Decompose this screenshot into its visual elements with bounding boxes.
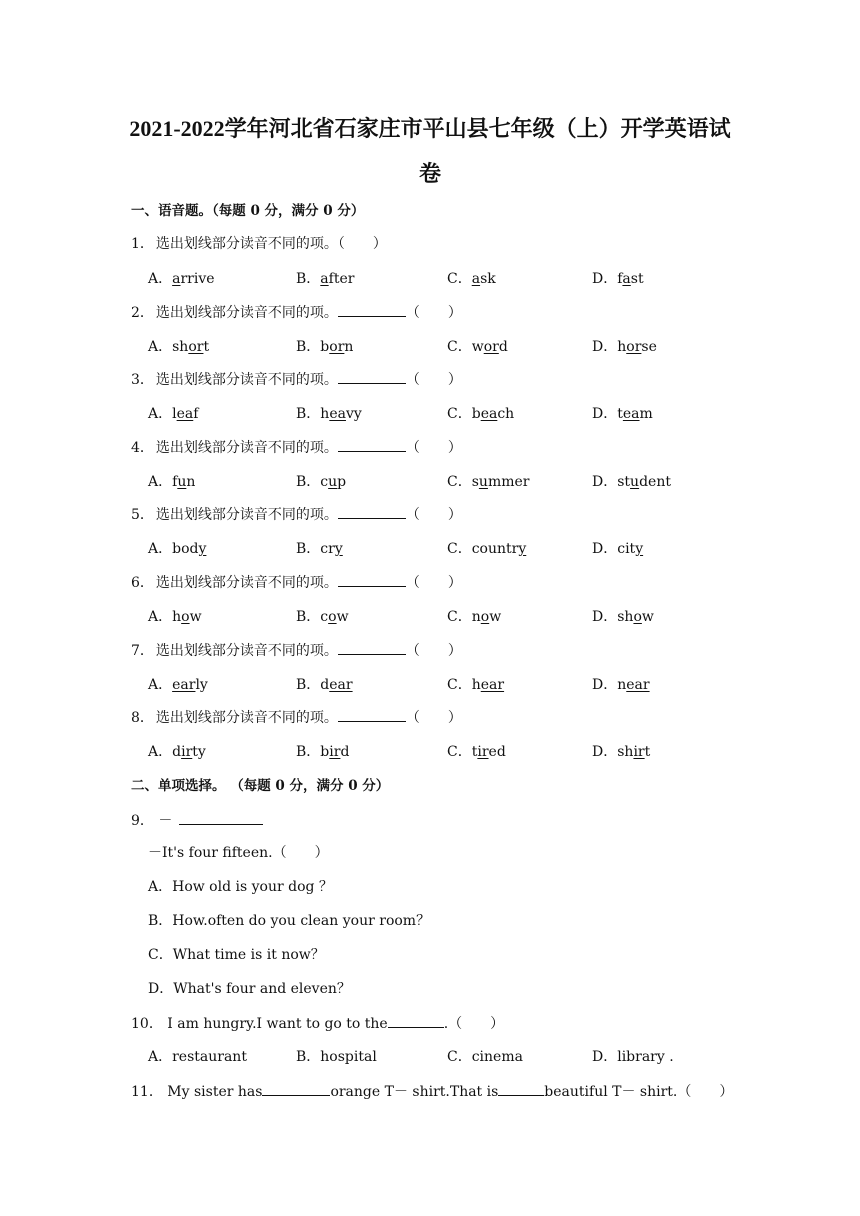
word-part: l: [172, 406, 177, 422]
word-part: w: [489, 609, 502, 625]
underlined-letters: u: [328, 474, 338, 490]
question-stem: 选出划线部分读音不同的项。: [155, 643, 338, 659]
option-letter: C．: [447, 609, 472, 625]
word-part: f: [193, 406, 199, 422]
word-part: d: [320, 677, 330, 693]
option-c[interactable]: [447, 539, 526, 559]
word-part: sh: [172, 339, 189, 355]
word-part: h: [471, 677, 481, 693]
question-stem-part3: beautiful T－ shirt.（ ）: [544, 1084, 734, 1100]
option-letter: D．: [592, 541, 618, 557]
word-part: b: [320, 339, 330, 355]
underlined-letters: a: [622, 271, 631, 287]
option-letter: D．: [592, 677, 618, 693]
question-number: 6．: [131, 575, 154, 591]
option-letter: D．: [592, 744, 618, 760]
word-part: w: [189, 609, 202, 625]
word-part: d: [340, 744, 350, 760]
word-part: dent: [639, 474, 671, 490]
word-part: sh: [617, 609, 634, 625]
underlined-letters: o: [181, 609, 190, 625]
option-letter: D．: [592, 474, 618, 490]
word-part: w: [471, 339, 484, 355]
question-11: [131, 1081, 733, 1102]
option-letter: C．: [447, 541, 472, 557]
option-letter: C．: [447, 406, 472, 422]
option-letter: D．: [592, 406, 618, 422]
word-part: h: [172, 609, 182, 625]
question-stem-part1: My sister has: [167, 1084, 263, 1100]
option-letter: B．: [296, 677, 321, 693]
option-d[interactable]: [592, 404, 653, 424]
option-a[interactable]: A．How old is your dog ？: [148, 879, 333, 895]
option-b[interactable]: [296, 607, 349, 627]
question-number: 4．: [131, 440, 154, 456]
option-letter: A．: [148, 744, 173, 760]
option-c[interactable]: C．cinema: [447, 1049, 523, 1065]
question-number: 5．: [131, 507, 154, 523]
word-part: bod: [172, 541, 199, 557]
option-letter: B．: [296, 541, 321, 557]
option-letter: C．: [447, 474, 472, 490]
underlined-letters: u: [630, 474, 640, 490]
option-letter: D．: [592, 609, 618, 625]
word-part: h: [320, 406, 330, 422]
underlined-letters: o: [480, 609, 490, 625]
underlined-letters: a: [320, 271, 329, 287]
option-c[interactable]: [447, 675, 504, 695]
question-stem: 选出划线部分读音不同的项。: [155, 440, 338, 456]
word-part: sh: [617, 744, 634, 760]
underlined-letters: ear: [626, 677, 650, 693]
underlined-letters: ear: [480, 677, 505, 693]
question-number: 7．: [131, 643, 154, 659]
word-part: vy: [345, 406, 362, 422]
option-letter: C．: [447, 339, 472, 355]
word-part: m: [639, 406, 653, 422]
option-c[interactable]: [447, 742, 506, 762]
option-letter: A．: [148, 474, 173, 490]
underlined-letters: or: [188, 339, 204, 355]
option-c[interactable]: [447, 472, 529, 492]
answer-blank[interactable]: [338, 302, 406, 317]
word-part: t: [203, 339, 210, 355]
question-stem: 选出划线部分读音不同的项。（ ）: [155, 236, 387, 252]
answer-blank[interactable]: [338, 504, 406, 519]
question-1: [131, 234, 387, 254]
exam-title-continued: 卷: [418, 161, 441, 186]
underlined-letters: ear: [329, 677, 353, 693]
option-letter: A．: [148, 339, 173, 355]
question-number: 9．: [131, 813, 154, 829]
word-part: b: [320, 744, 330, 760]
question-paren: （ ）: [405, 575, 462, 591]
question-paren: .（ ）: [443, 1016, 505, 1032]
word-part: countr: [471, 541, 519, 557]
word-part: se: [641, 339, 657, 355]
question-number: 3．: [131, 372, 154, 388]
option-a[interactable]: [148, 607, 202, 627]
answer-blank[interactable]: [338, 437, 406, 452]
question-7: [131, 640, 462, 661]
option-a[interactable]: [148, 539, 206, 559]
question-9: [131, 810, 263, 831]
underlined-letters: o: [328, 609, 337, 625]
underlined-letters: ir: [477, 744, 489, 760]
option-c[interactable]: [447, 404, 514, 424]
underlined-letters: a: [471, 271, 481, 287]
option-b[interactable]: B．hospital: [296, 1049, 377, 1065]
option-c[interactable]: [447, 337, 508, 357]
option-letter: C．: [447, 677, 472, 693]
question-stem: 选出划线部分读音不同的项。: [155, 305, 338, 321]
word-part: c: [320, 609, 329, 625]
option-a[interactable]: [148, 742, 206, 762]
answer-blank-2[interactable]: [498, 1081, 544, 1096]
underlined-letters: ea: [480, 406, 498, 422]
underlined-letters: or: [329, 339, 345, 355]
option-b[interactable]: [296, 404, 362, 424]
word-part: t: [617, 406, 623, 422]
option-d[interactable]: [592, 675, 650, 695]
word-part: t: [471, 744, 478, 760]
option-letter: B．: [296, 609, 321, 625]
underlined-letters: y: [518, 541, 527, 557]
question-stem: 选出划线部分读音不同的项。: [155, 575, 338, 591]
underlined-letters: ea: [329, 406, 346, 422]
option-a[interactable]: [148, 337, 209, 357]
word-part: t: [644, 744, 651, 760]
word-part: ly: [195, 677, 208, 693]
option-letter: B．: [296, 406, 321, 422]
option-d[interactable]: [592, 539, 643, 559]
underlined-letters: y: [334, 541, 343, 557]
underlined-letters: a: [172, 271, 181, 287]
word-part: mmer: [487, 474, 530, 490]
word-part: ed: [488, 744, 506, 760]
option-letter: A．: [148, 541, 173, 557]
section-heading-single-choice: 二、单项选择。 （每题 0 分，满分 0 分）: [131, 778, 390, 794]
question-number: 8．: [131, 710, 154, 726]
question-6: [131, 572, 462, 593]
option-letter: C．: [447, 744, 472, 760]
word-part: d: [172, 744, 182, 760]
question-number: 11．: [131, 1084, 163, 1100]
question-9-reply: －It's four fifteen.（ ）: [148, 845, 329, 861]
word-part: c: [320, 474, 329, 490]
option-c[interactable]: C．What time is it now？: [148, 947, 325, 963]
word-part: p: [337, 474, 347, 490]
underlined-letters: ir: [329, 744, 341, 760]
word-part: ch: [497, 406, 515, 422]
option-b[interactable]: [296, 337, 353, 357]
underlined-letters: u: [478, 474, 488, 490]
option-letter: D．: [592, 339, 618, 355]
dialogue-dash: －: [158, 813, 173, 829]
word-part: cr: [320, 541, 335, 557]
word-part: n: [617, 677, 627, 693]
word-part: w: [641, 609, 654, 625]
question-number: 2．: [131, 305, 154, 321]
option-d[interactable]: D．What's four and eleven？: [148, 981, 351, 997]
word-part: n: [186, 474, 196, 490]
word-part: fter: [328, 271, 355, 287]
underlined-letters: ir: [633, 744, 645, 760]
word-part: n: [471, 609, 481, 625]
word-part: rrive: [180, 271, 215, 287]
question-stem: I am hungry.I want to go to the: [167, 1016, 388, 1032]
option-b[interactable]: [296, 742, 349, 762]
option-d[interactable]: [592, 269, 644, 289]
option-a[interactable]: [148, 472, 195, 492]
question-paren: （ ）: [405, 643, 462, 659]
option-c[interactable]: [447, 269, 496, 289]
underlined-letters: ea: [176, 406, 194, 422]
underlined-letters: y: [635, 541, 644, 557]
question-paren: （ ）: [405, 305, 462, 321]
option-letter: B．: [296, 474, 321, 490]
word-part: h: [617, 339, 627, 355]
question-8: [131, 707, 462, 728]
word-part: f: [172, 474, 178, 490]
option-letter: B．: [296, 271, 321, 287]
question-stem: 选出划线部分读音不同的项。: [155, 710, 338, 726]
question-stem: 选出划线部分读音不同的项。: [155, 507, 338, 523]
option-a[interactable]: [148, 404, 198, 424]
section-heading-phonetics: 一、语音题。（每题 0 分，满分 0 分）: [131, 203, 365, 219]
question-stem-part2: orange T－ shirt.That is: [330, 1084, 499, 1100]
underlined-letters: u: [177, 474, 187, 490]
word-part: s: [471, 474, 479, 490]
option-letter: A．: [148, 677, 173, 693]
question-4: [131, 437, 462, 458]
answer-blank[interactable]: [338, 572, 406, 587]
option-b[interactable]: [296, 472, 346, 492]
underlined-letters: ear: [172, 677, 196, 693]
underlined-letters: ea: [622, 406, 640, 422]
option-letter: B．: [296, 339, 321, 355]
option-d[interactable]: [592, 472, 671, 492]
option-b[interactable]: [296, 539, 343, 559]
answer-blank[interactable]: [179, 810, 263, 825]
question-10: [131, 1013, 504, 1034]
exam-title: 2021-2022学年河北省石家庄市平山县七年级（上）开学英语试: [129, 116, 731, 141]
word-part: st: [630, 271, 644, 287]
option-d[interactable]: D．library .: [592, 1049, 674, 1065]
question-paren: （ ）: [405, 507, 462, 523]
option-a[interactable]: [148, 269, 215, 289]
option-letter: D．: [592, 271, 618, 287]
question-number: 1．: [131, 236, 154, 252]
question-paren: （ ）: [405, 440, 462, 456]
option-b[interactable]: B．How.often do you clean your room？: [148, 913, 431, 929]
answer-blank-1[interactable]: [262, 1081, 330, 1096]
word-part: f: [617, 271, 623, 287]
option-d[interactable]: [592, 607, 654, 627]
underlined-letters: ir: [181, 744, 193, 760]
word-part: sk: [480, 271, 496, 287]
question-2: [131, 302, 462, 323]
question-3: [131, 369, 462, 390]
word-part: cit: [617, 541, 636, 557]
answer-blank[interactable]: [338, 369, 406, 384]
question-number: 10．: [131, 1016, 163, 1032]
option-letter: B．: [296, 744, 321, 760]
option-a[interactable]: A．restaurant: [148, 1049, 247, 1065]
question-paren: （ ）: [405, 372, 462, 388]
option-letter: A．: [148, 406, 173, 422]
question-5: [131, 504, 462, 525]
word-part: d: [498, 339, 508, 355]
option-letter: A．: [148, 609, 173, 625]
option-d[interactable]: [592, 742, 650, 762]
option-letter: C．: [447, 271, 472, 287]
answer-blank[interactable]: [338, 640, 406, 655]
answer-blank[interactable]: [338, 707, 406, 722]
word-part: ty: [192, 744, 206, 760]
underlined-letters: y: [198, 541, 207, 557]
word-part: n: [344, 339, 354, 355]
question-stem: 选出划线部分读音不同的项。: [155, 372, 338, 388]
option-c[interactable]: [447, 607, 501, 627]
underlined-letters: or: [626, 339, 642, 355]
option-b[interactable]: [296, 269, 354, 289]
underlined-letters: o: [633, 609, 642, 625]
option-letter: A．: [148, 271, 173, 287]
option-b[interactable]: [296, 675, 353, 695]
question-paren: （ ）: [405, 710, 462, 726]
underlined-letters: or: [483, 339, 499, 355]
answer-blank[interactable]: [388, 1013, 444, 1028]
word-part: w: [336, 609, 349, 625]
word-part: st: [617, 474, 631, 490]
option-d[interactable]: [592, 337, 657, 357]
word-part: b: [471, 406, 481, 422]
option-a[interactable]: [148, 675, 208, 695]
